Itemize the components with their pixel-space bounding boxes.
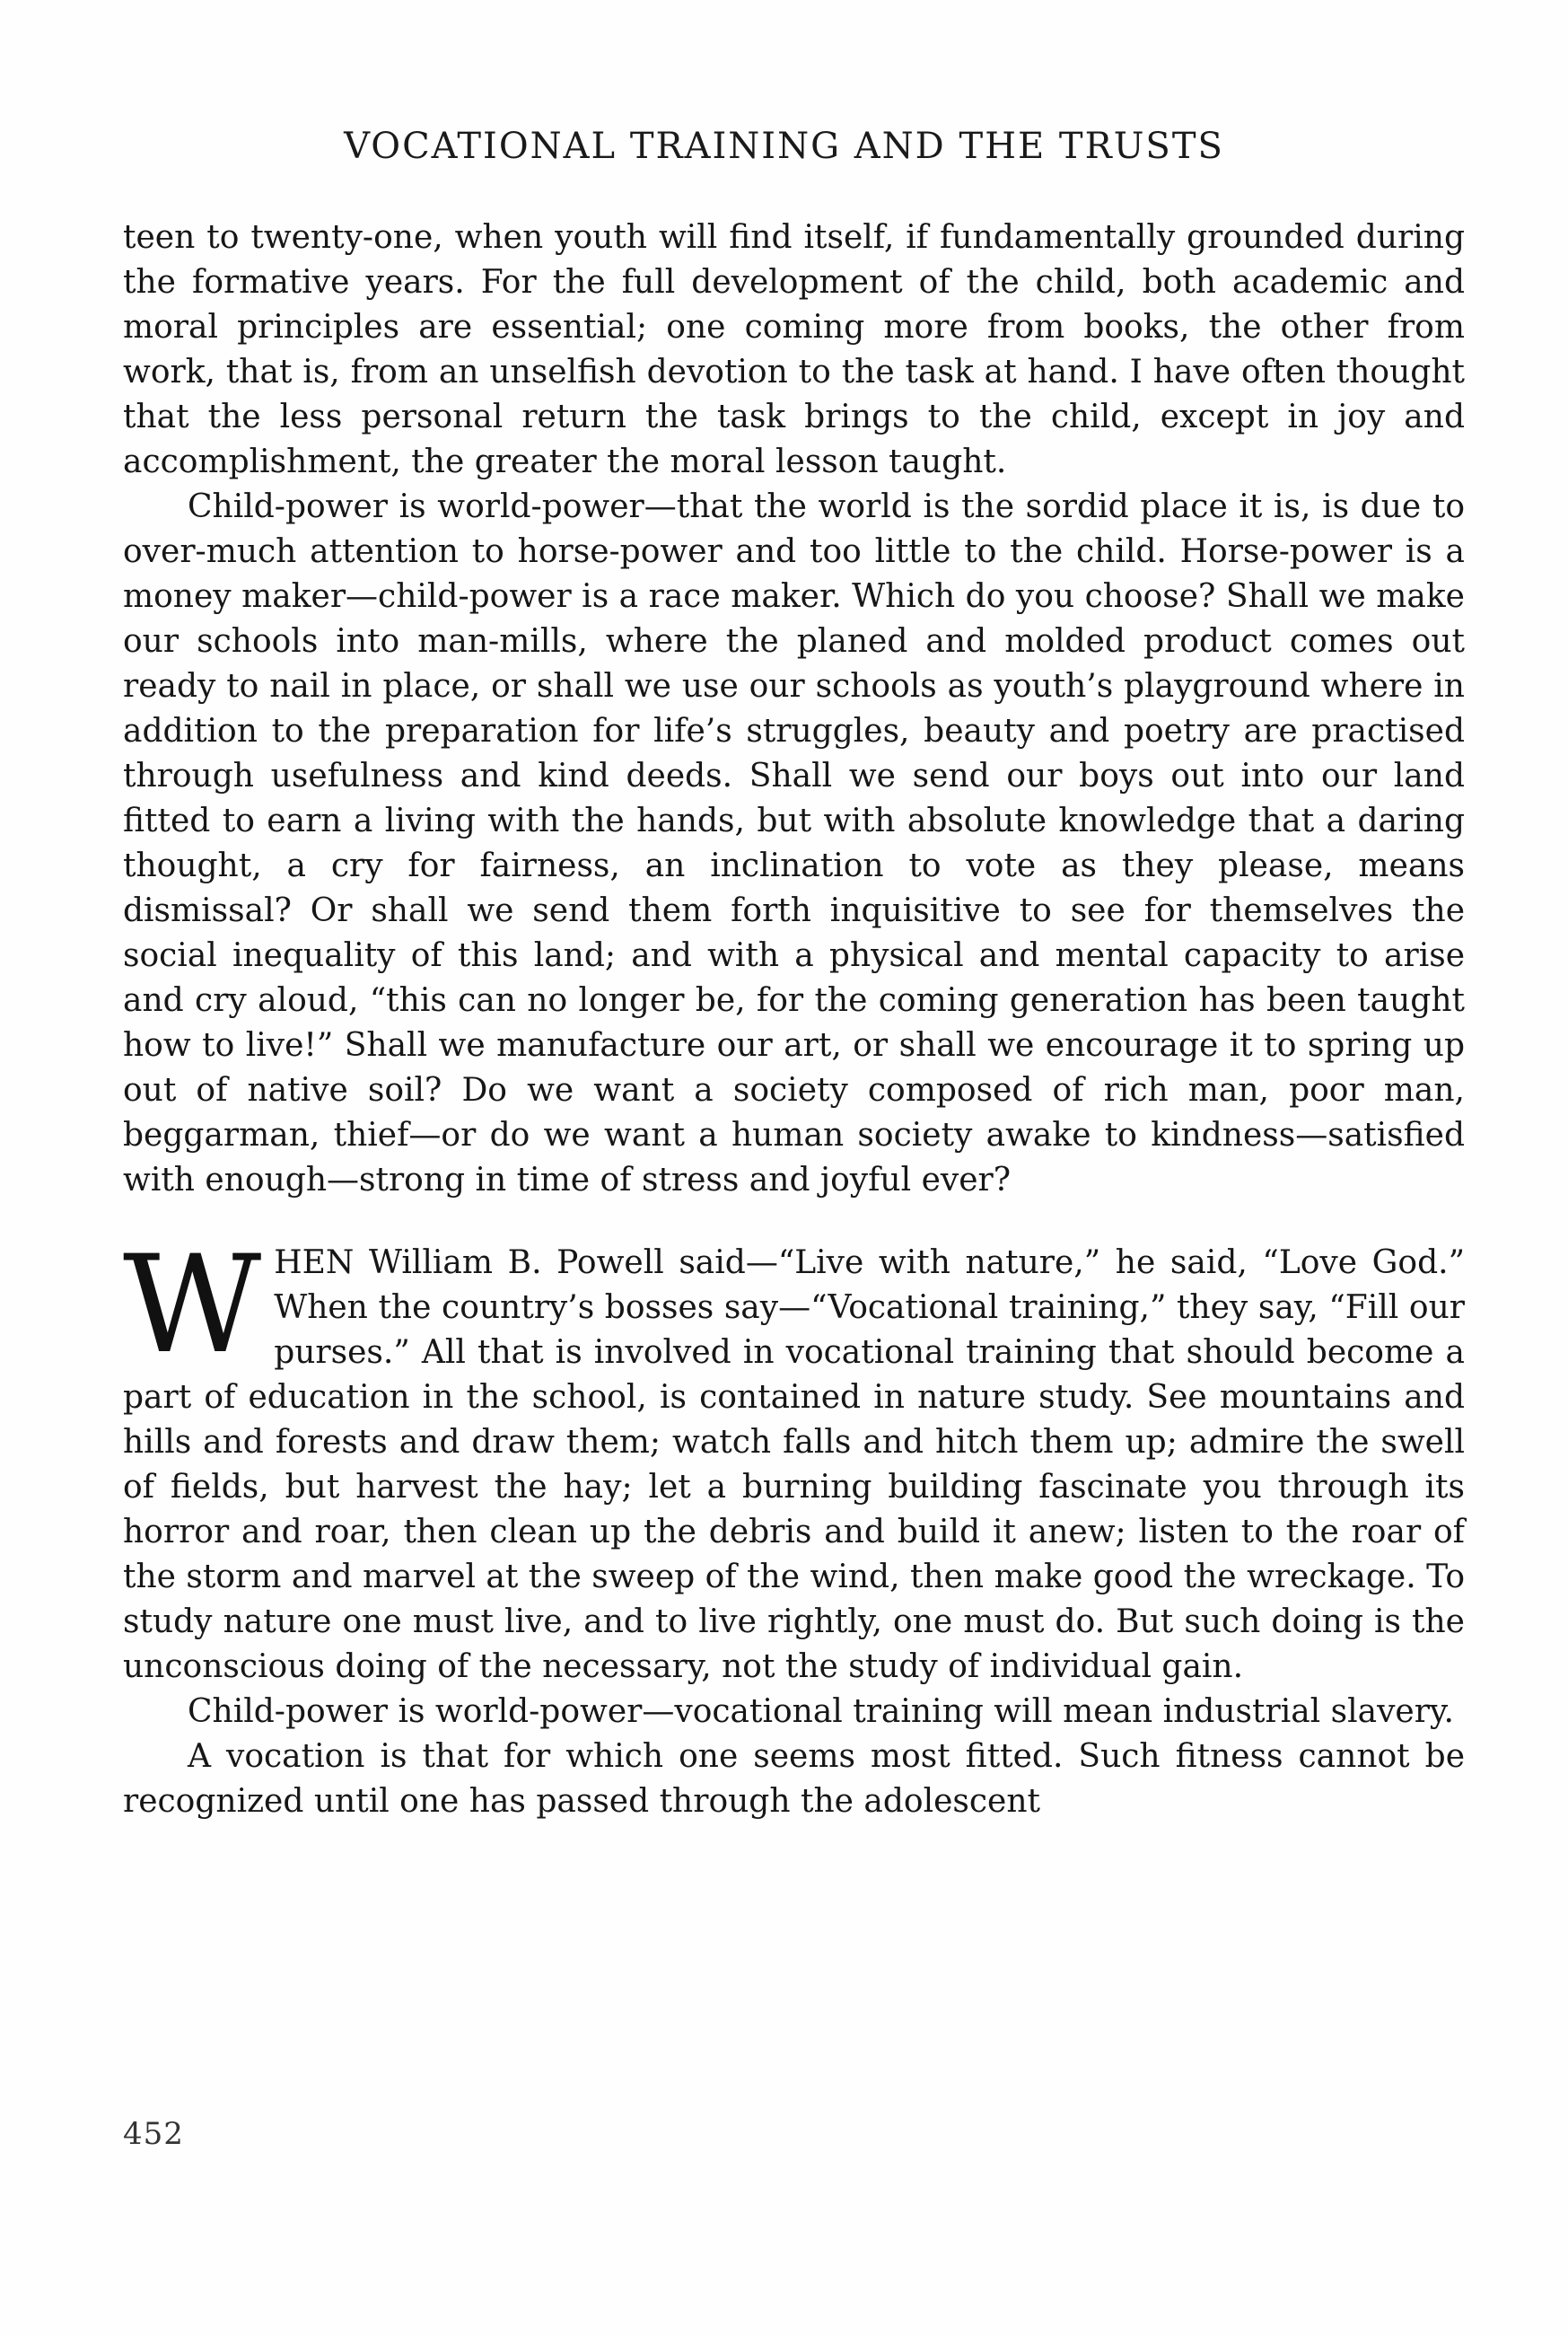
drop-cap-letter: W xyxy=(123,1227,262,1383)
paragraph-powell-text: William B. Powell said—“Live with nature,” he said, “Love God.” When the country’s bosses say—“Vocational training,” they say, “Fill our purses.” All that is involved in vocational training that should become a part of education in the school, is contained in nature study. See mountains and hills and forests and draw them; watch falls and hitch them up; admire the swell of fields, but harvest the hay; let a burning building fascinate you through its horror and roar, then clean up the debris and build it anew; listen to the roar of the storm and marvel at the sweep of the wind, then make good the wreckage. To study nature one must live, and to live rightly, one must do. But such doing is the unconscious doing of the necessary, not the study of individual gain. xyxy=(123,1244,1465,1685)
paragraph-child-power: Child-power is world-power—that the world is the sordid place it is, is due to over-much attention to horse-power and too little to the child. Horse-power is a money maker—child-power is a race maker. Which do you choose? Shall we make our schools into man-mills, where the planed and molded product comes out ready to nail in place, or shall we use our schools as youth’s playground where in addition to the preparation for life’s struggles, beauty and poetry are practised through usefulness and kind deeds. Shall we send our boys out into our land fitted to earn a living with the hands, but with absolute knowledge that a daring thought, a cry for fairness, an inclination to vote as they please, means dismissal? Or shall we send them forth inquisitive to see for themselves the social inequality of this land; and with a physical and mental capacity to arise and cry aloud, “this can no longer be, for the coming generation has been taught how to live!” Shall we manufacture our art, or shall we encourage it to spring up out of native soil? Do we want a society composed of rich man, poor man, beggarman, thief—or do we want a human society awake to kindness—satisfied with enough—strong in time of stress and joyful ever? xyxy=(123,488,1465,1199)
paragraph-industrial-slavery: Child-power is world-power—vocational training will mean industrial slavery. xyxy=(188,1693,1454,1730)
paragraph-vocation: A vocation is that for which one seems most fitted. Such fitness cannot be recognized until one has passed through the adolescent xyxy=(123,1738,1465,1820)
page-number: 452 xyxy=(123,2116,184,2152)
body-text xyxy=(123,215,1465,1824)
drop-cap-continuation: HEN xyxy=(274,1244,355,1281)
running-head: VOCATIONAL TRAINING AND THE TRUSTS xyxy=(344,126,1224,167)
section-break xyxy=(123,1203,1465,1241)
paragraph-continuation: teen to twenty-one, when youth will find itself, if fundamentally grounded during the formative years. For the full development of the child, both academic and moral principles are essential; one coming more from books, the other from work, that is, from an unselfish devotion to the task at hand. I have often thought that the less personal return the task brings to the child, except in joy and accomplishment, the greater the moral lesson taught. xyxy=(123,219,1465,480)
paragraph-powell xyxy=(123,1227,1465,1690)
